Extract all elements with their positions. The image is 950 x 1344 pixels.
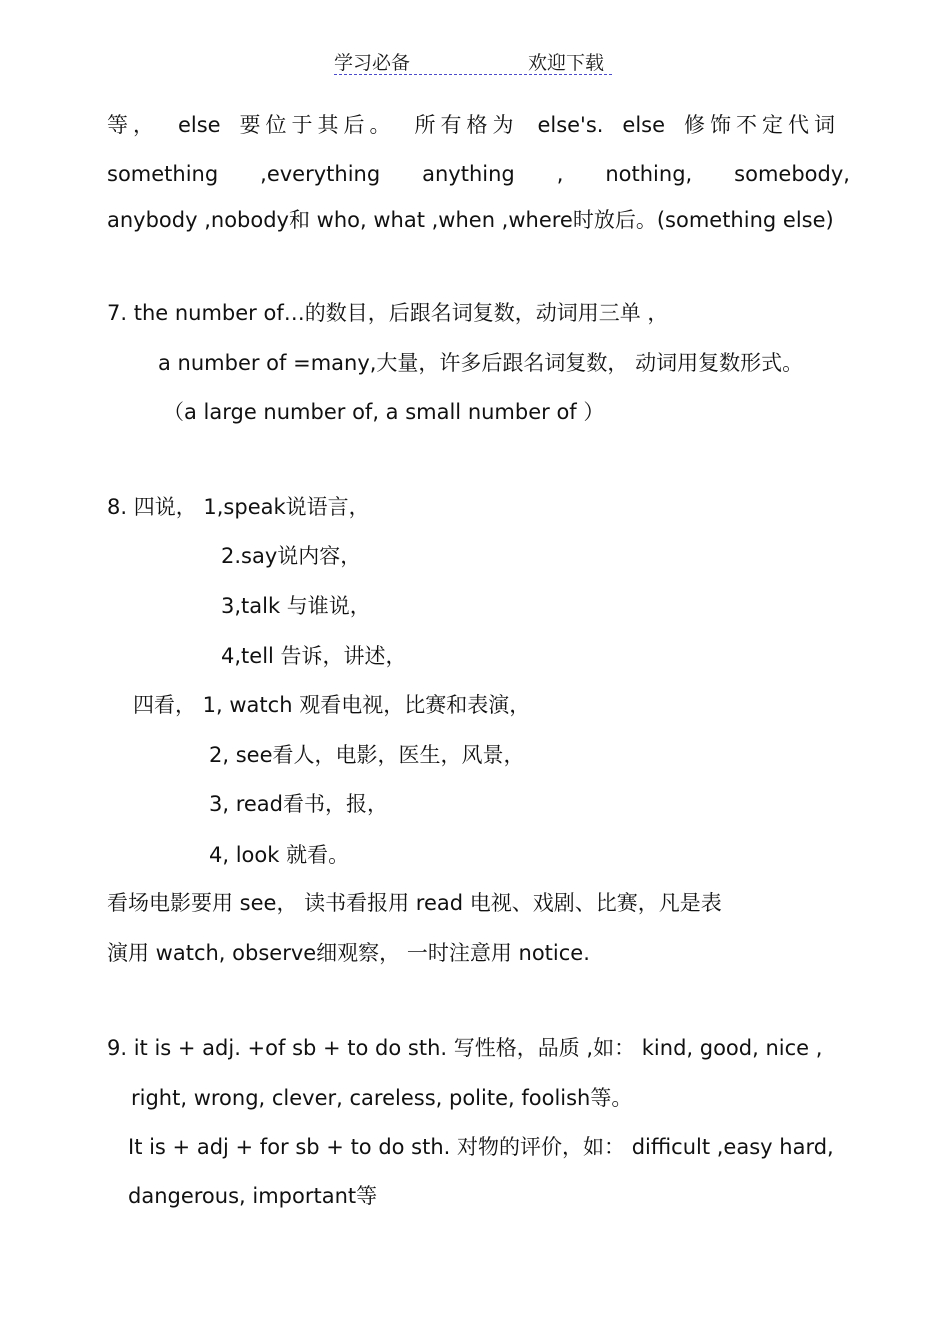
page-header [334,46,612,75]
text-segment: anything [422,162,515,186]
text-segment: , [556,162,564,186]
item9-line3: It is + adj + for sb + to do sth. 对物的评价，如： difficult ,easy hard, [128,1135,834,1159]
text-segment: else [622,113,666,137]
item8-look-line1: 四看， 1, watch 观看电视，比赛和表演， [133,693,531,717]
item8-summary-line1: 看场电影要用 see， 读书看报用 read 电视、戏剧、比赛，凡是表 [107,891,722,915]
text-segment: else's. [537,113,604,137]
item8-say-line3: 3,talk 与谁说， [221,594,371,618]
header-right-text: 欢迎下载 [528,52,605,74]
item8-look-line2: 2, see看人，电影，医生，风景， [209,743,525,767]
item8-say-line2: 2.say说内容， [221,544,362,568]
item9-line1: 9. it is + adj. +of sb + to do sth. 写性格，品质 ,如： kind, good, nice , [107,1036,823,1060]
header-left-text: 学习必备 [334,52,411,74]
item6-line1 [107,110,840,140]
text-segment: 修饰不定代词 [683,113,840,137]
item9-line2: right, wrong, clever, careless, polite, foolish等。 [131,1086,633,1110]
item7-line1: 7. the number of…的数目，后跟名词复数，动词用三单 ， [107,301,669,325]
item7-line2: a number of =many,大量，许多后跟名词复数， 动词用复数形式。 [158,351,804,375]
item8-look-line4: 4, look 就看。 [209,843,350,867]
text-segment: somebody, [734,162,850,186]
text-segment: else [177,113,221,137]
item6-line2 [107,159,850,189]
item8-summary-line2: 演用 watch, observe细观察， 一时注意用 notice. [107,941,590,965]
text-segment: 要位于其后。 [239,113,396,137]
item8-say-line1: 8. 四说， 1,speak说语言， [107,495,370,519]
item8-say-line4: 4,tell 告诉，讲述， [221,644,407,668]
item9-line4: dangerous, important等 [128,1184,378,1208]
text-segment: nothing, [605,162,693,186]
text-segment: something [107,162,219,186]
text-segment: 所有格为 [414,113,519,137]
text-segment: ,everything [260,162,381,186]
item8-look-line3: 3, read看书，报， [209,792,389,816]
item6-line3: anybody ,nobody和 who, what ,when ,where时放后。(something else) [107,208,834,232]
item7-line3: （a large number of, a small number of ） [163,400,605,424]
text-segment: 等， [107,113,159,137]
